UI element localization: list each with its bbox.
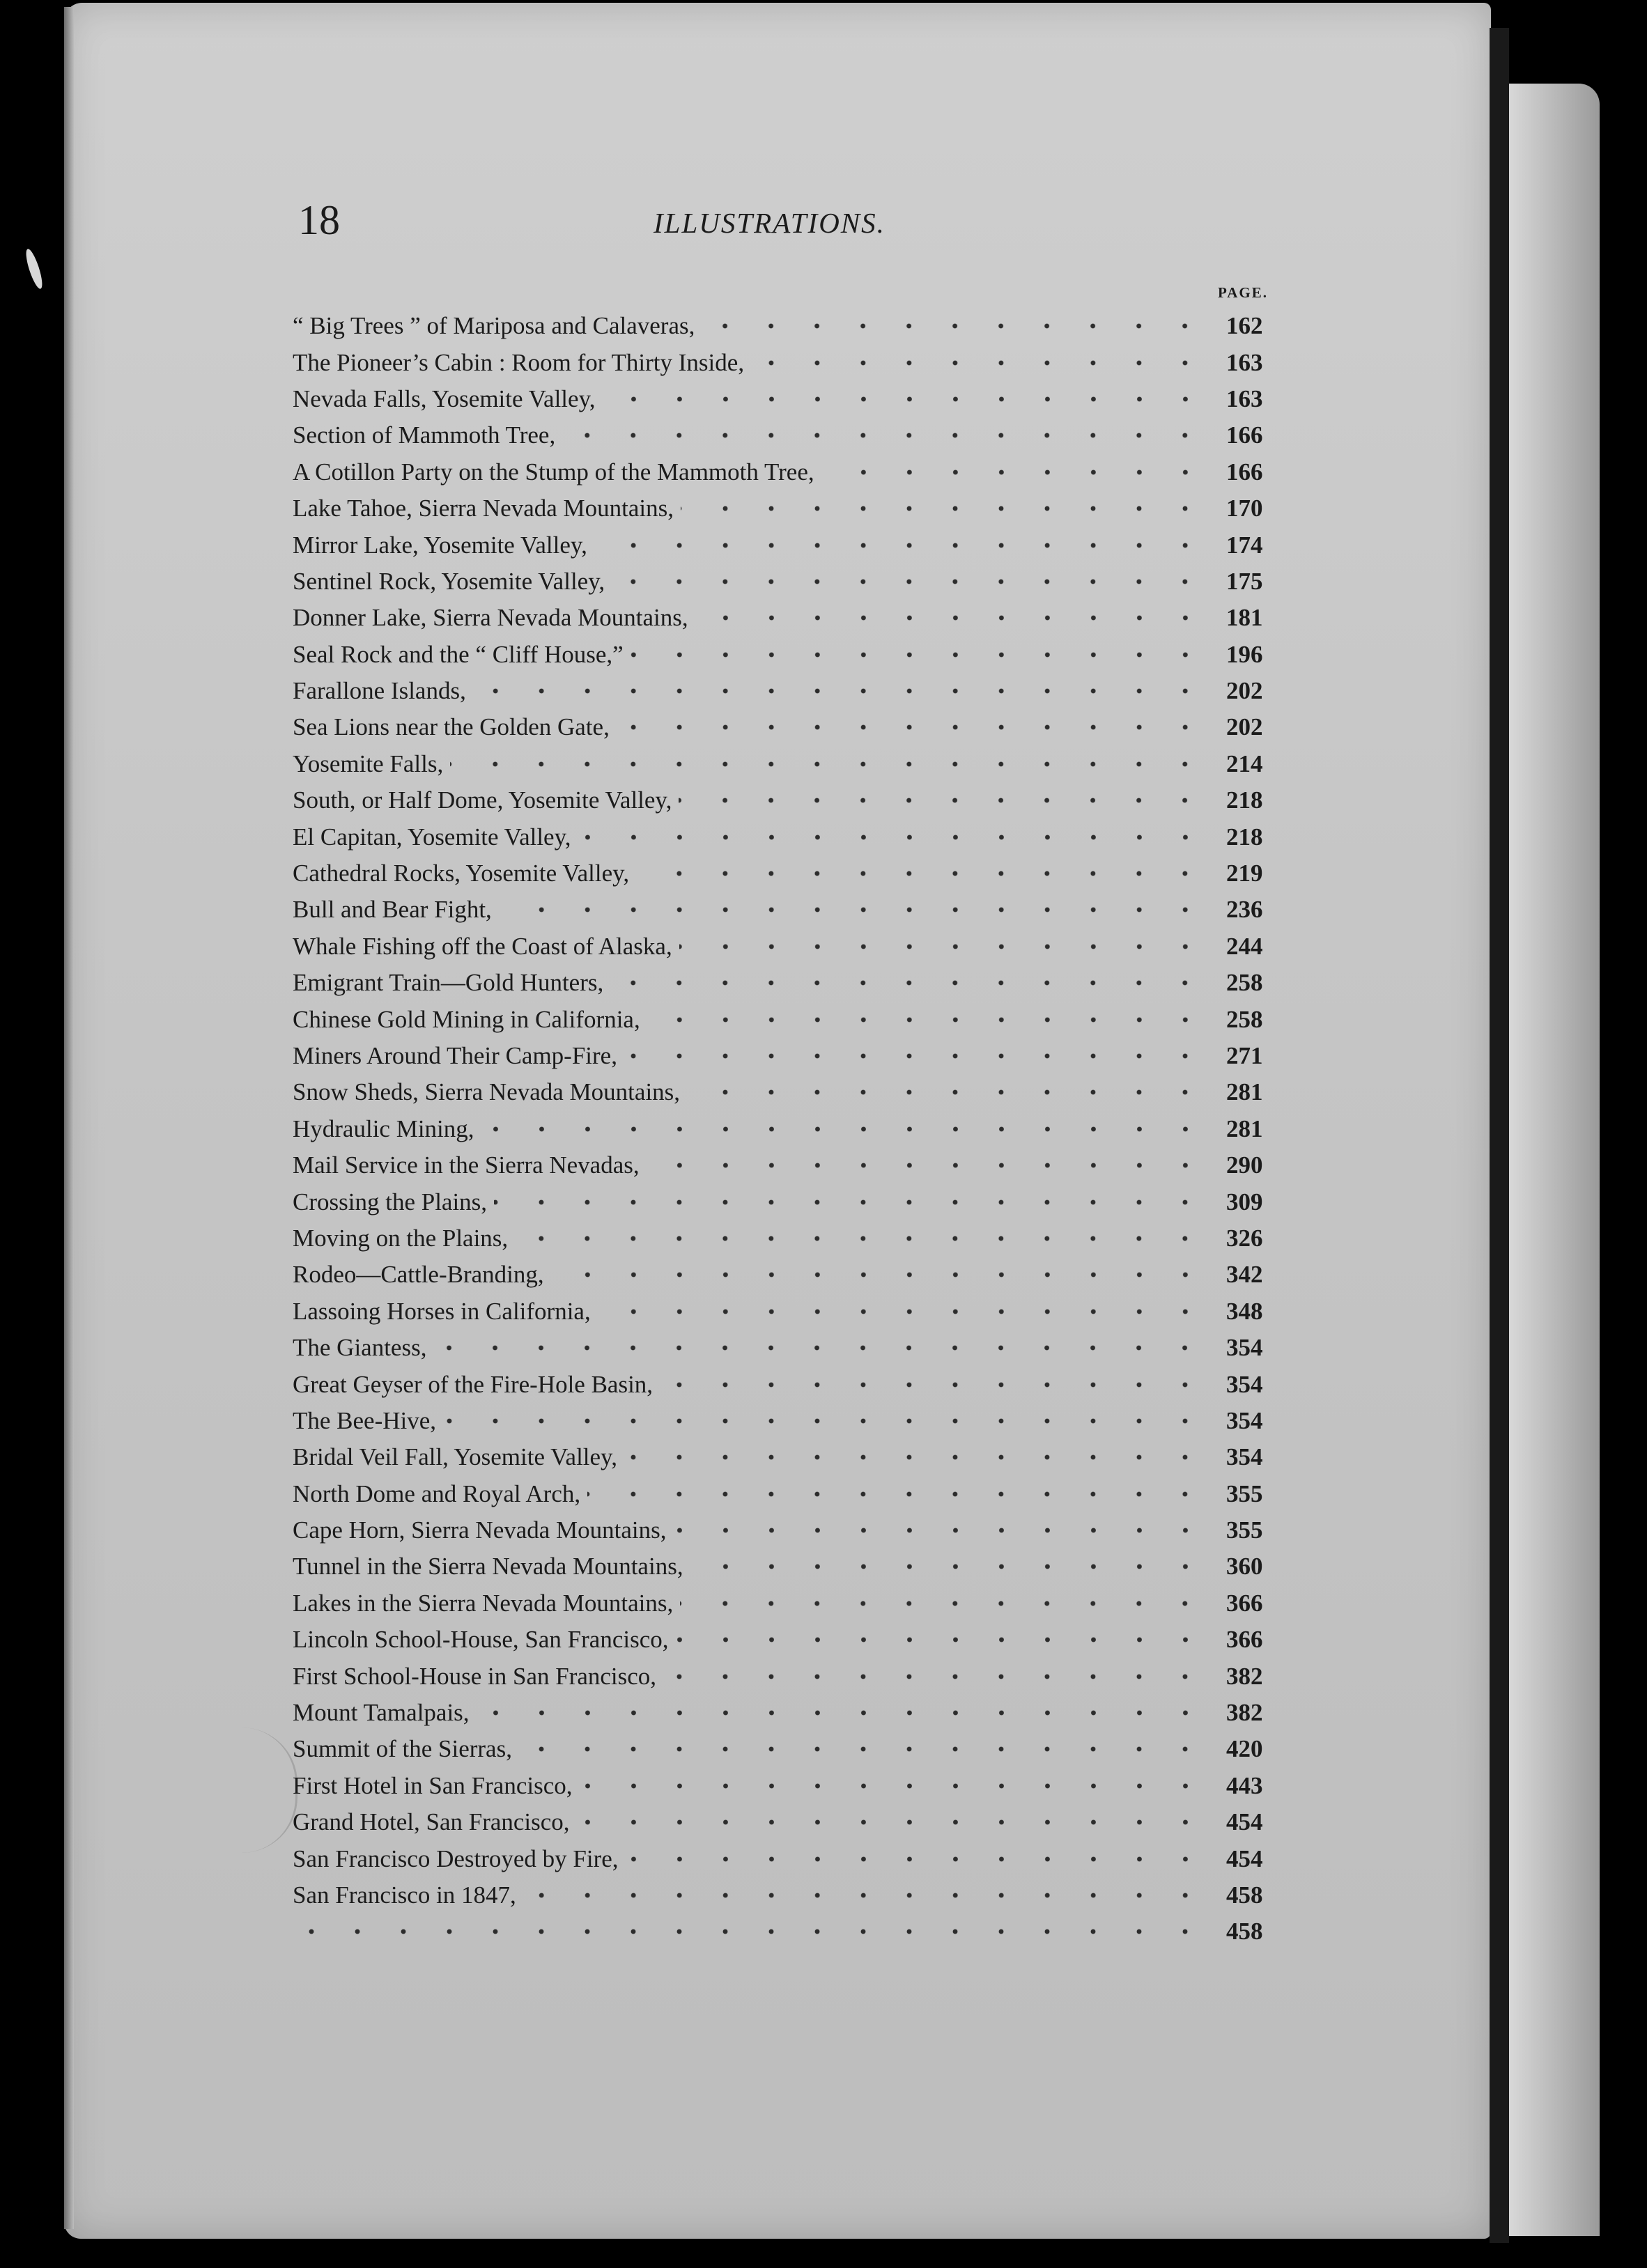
list-item xyxy=(293,892,1285,928)
dot-leader xyxy=(578,823,1208,851)
dot-leader xyxy=(499,896,1208,924)
dot-leader xyxy=(551,1261,1208,1289)
illustration-page-number: 443 xyxy=(1226,1771,1263,1799)
dot-leader xyxy=(680,1590,1208,1617)
dot-leader xyxy=(636,860,1208,887)
dot-leader xyxy=(821,458,1208,486)
illustration-title: Lassoing Horses in California, xyxy=(293,1297,591,1325)
illustration-page-number: 382 xyxy=(1226,1662,1263,1690)
illustration-title: Lakes in the Sierra Nevada Mountains, xyxy=(293,1589,674,1617)
list-item xyxy=(293,929,1285,965)
illustration-page-number: 166 xyxy=(1226,421,1263,449)
illustration-title: Yosemite Falls, xyxy=(293,749,444,777)
illustration-page-number: 290 xyxy=(1226,1151,1263,1179)
illustration-page-number: 218 xyxy=(1226,823,1263,850)
illustration-page-number: 181 xyxy=(1226,604,1263,632)
list-item xyxy=(293,381,1285,417)
page-column-heading: PAGE. xyxy=(1218,284,1269,301)
illustration-page-number: 244 xyxy=(1226,932,1263,960)
illustration-title: The Giantess, xyxy=(293,1334,427,1362)
dot-leader xyxy=(631,641,1208,669)
page-number: 18 xyxy=(298,197,340,243)
dot-leader xyxy=(751,349,1208,377)
illustration-page-number: 355 xyxy=(1226,1479,1263,1507)
illustration-title: Lincoln School-House, San Francisco, xyxy=(293,1626,669,1654)
illustration-page-number: 366 xyxy=(1226,1589,1263,1617)
illustration-page-number: 281 xyxy=(1226,1114,1263,1142)
illustration-page-number: 170 xyxy=(1226,495,1263,522)
illustration-title: A Cotillon Party on the Stump of the Mammoth Tree, xyxy=(293,458,814,486)
dot-leader xyxy=(674,1516,1208,1544)
list-item xyxy=(293,1768,1285,1804)
dot-leader xyxy=(450,750,1208,778)
illustration-title: Whale Fishing off the Coast of Alaska, xyxy=(293,932,672,960)
illustration-page-number: 196 xyxy=(1226,640,1263,668)
illustration-page-number: 366 xyxy=(1226,1626,1263,1654)
illustration-title: Snow Sheds, Sierra Nevada Mountains, xyxy=(293,1078,681,1106)
illustration-page-number: 354 xyxy=(1226,1370,1263,1398)
facing-page-edge xyxy=(1509,84,1600,2236)
dot-leader xyxy=(690,1553,1208,1580)
illustration-title: Nevada Falls, Yosemite Valley, xyxy=(293,385,596,412)
illustration-page-number: 326 xyxy=(1226,1224,1263,1252)
illustration-title: Tunnel in the Sierra Nevada Mountains, xyxy=(293,1553,683,1580)
illustration-title: “ Big Trees ” of Mariposa and Calaveras, xyxy=(293,312,695,340)
dot-leader xyxy=(580,1772,1209,1800)
list-item xyxy=(293,1147,1285,1183)
list-item xyxy=(293,782,1285,818)
list-item xyxy=(293,1403,1285,1439)
illustration-page-number: 166 xyxy=(1226,458,1263,486)
list-item xyxy=(293,1257,1285,1293)
illustration-page-number: 382 xyxy=(1226,1699,1263,1727)
dot-leader xyxy=(647,1151,1208,1179)
illustration-title: Moving on the Plains, xyxy=(293,1224,509,1252)
list-item xyxy=(293,818,1285,855)
illustration-page-number: 458 xyxy=(1226,1918,1263,1945)
illustration-title: Hydraulic Mining, xyxy=(293,1114,474,1142)
dot-leader xyxy=(679,786,1208,814)
illustration-page-number: 354 xyxy=(1226,1443,1263,1471)
illustration-title: First Hotel in San Francisco, xyxy=(293,1771,573,1799)
illustration-title: Farallone Islands, xyxy=(293,677,466,705)
illustration-title: Chinese Gold Mining in California, xyxy=(293,1005,640,1033)
illustration-page-number: 202 xyxy=(1226,713,1263,741)
illustration-title: Lake Tahoe, Sierra Nevada Mountains, xyxy=(293,495,674,522)
list-item xyxy=(293,600,1285,636)
dot-leader xyxy=(594,531,1208,559)
illustration-page-number: 258 xyxy=(1226,969,1263,997)
illustration-page-number: 454 xyxy=(1226,1844,1263,1872)
list-item xyxy=(293,1877,1285,1913)
list-item xyxy=(293,1220,1285,1257)
list-item xyxy=(293,1804,1285,1840)
list-item xyxy=(293,1366,1285,1402)
illustration-page-number: 219 xyxy=(1226,860,1263,887)
list-item xyxy=(293,1294,1285,1330)
dot-leader xyxy=(660,1371,1208,1399)
page-left-edge xyxy=(64,7,74,2229)
dot-leader xyxy=(477,1699,1208,1727)
illustration-title: Bull and Bear Fight, xyxy=(293,896,492,924)
illustration-title: Seal Rock and the “ Cliff House,” xyxy=(293,640,624,668)
dot-leader xyxy=(598,1298,1208,1326)
illustration-title: San Francisco Destroyed by Fire, xyxy=(293,1844,619,1872)
list-item xyxy=(293,1622,1285,1658)
list-item xyxy=(293,454,1285,490)
illustration-page-number: 202 xyxy=(1226,677,1263,705)
dot-leader xyxy=(647,1006,1208,1034)
illustration-page-number: 354 xyxy=(1226,1406,1263,1434)
dot-leader xyxy=(612,568,1208,596)
illustration-page-number: 258 xyxy=(1226,1005,1263,1033)
illustration-page-number: 175 xyxy=(1226,567,1263,595)
illustration-title: San Francisco in 1847, xyxy=(293,1881,516,1909)
illustration-title: Donner Lake, Sierra Nevada Mountains, xyxy=(293,604,688,632)
illustration-title: Cape Horn, Sierra Nevada Mountains, xyxy=(293,1516,667,1544)
list-item xyxy=(293,855,1285,892)
illustrations-list xyxy=(293,308,1285,1950)
illustration-page-number: 420 xyxy=(1226,1735,1263,1763)
dot-leader xyxy=(624,1443,1208,1471)
illustration-title: Emigrant Train—Gold Hunters, xyxy=(293,969,604,997)
list-item xyxy=(293,1913,1285,1950)
dot-leader xyxy=(681,495,1208,522)
list-item xyxy=(293,1330,1285,1366)
list-item xyxy=(293,1731,1285,1767)
dot-leader xyxy=(624,1042,1208,1070)
dot-leader xyxy=(577,1808,1208,1836)
list-item xyxy=(293,637,1285,673)
dot-leader xyxy=(300,1918,1208,1945)
dot-leader xyxy=(481,1115,1208,1143)
list-item xyxy=(293,1001,1285,1037)
illustration-page-number: 271 xyxy=(1226,1042,1263,1069)
list-item xyxy=(293,746,1285,782)
list-item xyxy=(293,1183,1285,1220)
dot-leader xyxy=(610,969,1208,997)
illustration-page-number: 360 xyxy=(1226,1553,1263,1580)
binding-mark xyxy=(23,247,45,290)
illustration-title: Section of Mammoth Tree, xyxy=(293,421,556,449)
dot-leader xyxy=(626,1845,1208,1873)
illustration-title: Miners Around Their Camp-Fire, xyxy=(293,1042,617,1069)
list-item xyxy=(293,1038,1285,1074)
list-item xyxy=(293,1512,1285,1548)
illustration-page-number: 163 xyxy=(1226,348,1263,376)
dot-leader xyxy=(676,1626,1209,1654)
list-item xyxy=(293,1476,1285,1512)
dot-leader xyxy=(617,713,1208,741)
scan-border xyxy=(1600,0,1647,2268)
dot-leader xyxy=(587,1480,1208,1508)
illustration-page-number: 214 xyxy=(1226,749,1263,777)
illustration-title: Sea Lions near the Golden Gate, xyxy=(293,713,610,741)
dot-leader xyxy=(562,421,1208,449)
dot-leader xyxy=(695,604,1208,632)
illustration-page-number: 218 xyxy=(1226,786,1263,814)
dot-leader xyxy=(523,1881,1208,1909)
illustration-title: Mail Service in the Sierra Nevadas, xyxy=(293,1151,640,1179)
list-item xyxy=(293,308,1285,344)
list-item xyxy=(293,1658,1285,1694)
dot-leader xyxy=(679,933,1208,961)
illustration-page-number: 162 xyxy=(1226,312,1263,340)
list-item xyxy=(293,1439,1285,1475)
illustration-page-number: 236 xyxy=(1226,896,1263,924)
dot-leader xyxy=(519,1735,1208,1763)
illustration-page-number: 309 xyxy=(1226,1188,1263,1215)
illustration-page-number: 354 xyxy=(1226,1334,1263,1362)
list-item xyxy=(293,527,1285,563)
list-item xyxy=(293,564,1285,600)
illustration-title: Crossing the Plains, xyxy=(293,1188,488,1215)
illustration-title: Mount Tamalpais, xyxy=(293,1699,470,1727)
illustration-title: First School-House in San Francisco, xyxy=(293,1662,657,1690)
illustration-title: El Capitan, Yosemite Valley, xyxy=(293,823,571,850)
illustration-title: The Pioneer’s Cabin : Room for Thirty Inside, xyxy=(293,348,745,376)
illustration-title: South, or Half Dome, Yosemite Valley, xyxy=(293,786,672,814)
list-item xyxy=(293,344,1285,380)
list-item xyxy=(293,1548,1285,1585)
illustration-title: Summit of the Sierras, xyxy=(293,1735,512,1763)
dot-leader xyxy=(687,1078,1208,1106)
illustration-title: Grand Hotel, San Francisco, xyxy=(293,1808,570,1836)
illustration-page-number: 458 xyxy=(1226,1881,1263,1909)
list-item xyxy=(293,709,1285,745)
dot-leader xyxy=(473,677,1208,705)
illustration-page-number: 348 xyxy=(1226,1297,1263,1325)
dot-leader xyxy=(603,385,1208,413)
dot-leader xyxy=(494,1188,1208,1216)
list-item xyxy=(293,1695,1285,1731)
list-item xyxy=(293,1074,1285,1110)
dot-leader xyxy=(433,1334,1208,1362)
illustration-title: Rodeo—Cattle-Branding, xyxy=(293,1261,544,1289)
illustration-page-number: 454 xyxy=(1226,1808,1263,1836)
illustration-page-number: 342 xyxy=(1226,1261,1263,1289)
list-item xyxy=(293,490,1285,527)
dot-leader xyxy=(663,1663,1208,1691)
list-item xyxy=(293,417,1285,453)
dot-leader xyxy=(702,312,1208,340)
illustration-page-number: 281 xyxy=(1226,1078,1263,1106)
illustration-page-number: 355 xyxy=(1226,1516,1263,1544)
book-spine-gutter xyxy=(1490,28,1509,2243)
illustration-page-number: 174 xyxy=(1226,531,1263,559)
list-item xyxy=(293,965,1285,1001)
illustration-title: Mirror Lake, Yosemite Valley, xyxy=(293,531,587,559)
illustration-title: Sentinel Rock, Yosemite Valley, xyxy=(293,567,605,595)
illustration-title: North Dome and Royal Arch, xyxy=(293,1479,581,1507)
illustration-title: Great Geyser of the Fire-Hole Basin, xyxy=(293,1370,654,1398)
dot-leader xyxy=(443,1407,1208,1435)
illustration-title: Bridal Veil Fall, Yosemite Valley, xyxy=(293,1443,618,1471)
list-item xyxy=(293,673,1285,709)
list-item xyxy=(293,1585,1285,1622)
running-head: ILLUSTRATIONS. xyxy=(654,207,886,239)
list-item xyxy=(293,1840,1285,1877)
illustration-page-number: 163 xyxy=(1226,385,1263,412)
illustration-title: The Bee-Hive, xyxy=(293,1406,437,1434)
illustration-title: Cathedral Rocks, Yosemite Valley, xyxy=(293,860,630,887)
list-item xyxy=(293,1111,1285,1147)
dot-leader xyxy=(515,1225,1208,1252)
